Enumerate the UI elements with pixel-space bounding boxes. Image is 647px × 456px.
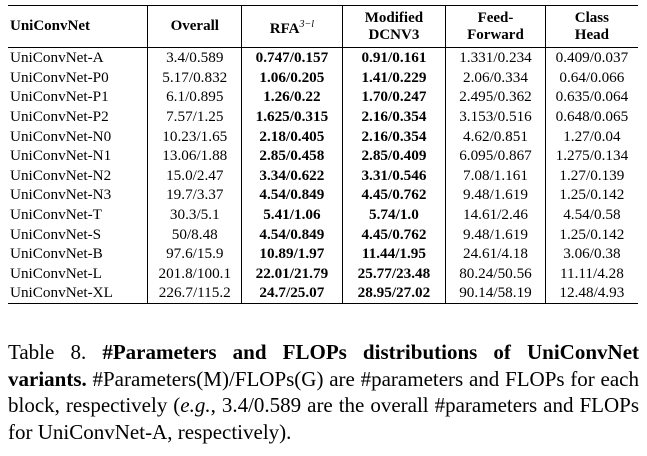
- model-name-cell: UniConvNet-P2: [8, 107, 148, 127]
- column-header: [446, 6, 546, 48]
- model-name-cell: UniConvNet-N1: [8, 146, 148, 166]
- value-cell: 1.625/0.315: [242, 107, 343, 127]
- value-cell: 1.26/0.22: [242, 87, 343, 107]
- value-cell: 80.24/50.56: [446, 264, 546, 284]
- value-cell: 226.7/115.2: [148, 283, 242, 303]
- model-name-cell: UniConvNet-N0: [8, 126, 148, 146]
- model-name-cell: UniConvNet-P1: [8, 87, 148, 107]
- table-row: [8, 126, 638, 146]
- value-cell: 0.64/0.066: [559, 68, 625, 86]
- value-cell: 50/8.48: [148, 224, 242, 244]
- value-cell: 5.17/0.832: [148, 68, 242, 88]
- value-cell: 4.54/0.849: [242, 224, 343, 244]
- value-cell: 90.14/58.19: [446, 283, 546, 303]
- value-cell: 6.1/0.895: [148, 87, 242, 107]
- value-cell: 1.70/0.247: [342, 87, 446, 107]
- value-cell: 4.54/0.849: [242, 185, 343, 205]
- value-cell: 14.61/2.46: [446, 205, 546, 225]
- model-name-cell: UniConvNet-XL: [8, 283, 148, 303]
- value-cell: 15.0/2.47: [148, 166, 242, 186]
- value-cell: 9.48/1.619: [446, 185, 546, 205]
- table-row: [8, 166, 638, 186]
- column-header-line1: Modified: [364, 9, 424, 26]
- model-name-cell: UniConvNet-T: [8, 205, 148, 225]
- column-header-line2: Head: [574, 26, 609, 43]
- table-row: [8, 283, 638, 303]
- value-cell: 19.7/3.37: [148, 185, 242, 205]
- value-cell: 201.8/100.1: [148, 264, 242, 284]
- value-cell: 11.11/4.28: [559, 264, 624, 282]
- value-cell: 0.91/0.161: [342, 48, 446, 68]
- value-cell: 4.45/0.762: [342, 224, 446, 244]
- model-name-cell: UniConvNet-L: [8, 264, 148, 284]
- value-cell: 3.31/0.546: [342, 166, 446, 186]
- table-row: [8, 185, 638, 205]
- table-row: [8, 68, 638, 88]
- parameters-flops-table: [8, 5, 638, 304]
- value-cell: 25.77/23.48: [342, 264, 446, 284]
- value-cell: 7.57/1.25: [148, 107, 242, 127]
- value-cell: 3.4/0.589: [148, 48, 242, 68]
- column-header: [8, 6, 148, 48]
- value-cell: 2.16/0.354: [342, 107, 446, 127]
- column-header-line1: Feed-: [477, 9, 514, 26]
- value-cell: 7.08/1.161: [446, 166, 546, 186]
- caption-text-1: #Parameters(M)/FLOPs(G) are #parameters and FLOPs for each block, respectively (: [8, 366, 639, 417]
- value-cell: 2.495/0.362: [446, 87, 546, 107]
- value-cell: 1.06/0.205: [242, 68, 343, 88]
- column-header: [242, 6, 343, 48]
- value-cell: 24.7/25.07: [242, 283, 343, 303]
- value-cell: 12.48/4.93: [545, 283, 638, 303]
- value-cell: 1.331/0.234: [446, 48, 546, 68]
- value-cell: 10.89/1.97: [242, 244, 343, 264]
- caption-text-2: , 3.4/0.589 are the overall #parameters and FLOPs for UniConvNet-A, respectively).: [8, 393, 639, 444]
- value-cell: 24.61/4.18: [446, 244, 546, 264]
- value-cell: 0.635/0.064: [555, 88, 629, 106]
- value-cell: 2.85/0.458: [242, 146, 343, 166]
- table-row: [8, 205, 638, 225]
- caption-title: #Parameters and FLOPs distributions of UniConvNet variants.: [8, 340, 640, 391]
- column-header: [148, 6, 242, 48]
- value-cell: 3.06/0.38: [563, 245, 621, 263]
- table-row: [8, 264, 638, 284]
- table-row: [8, 244, 638, 264]
- value-cell: 0.747/0.157: [242, 48, 343, 68]
- value-cell: 2.18/0.405: [242, 126, 343, 146]
- value-cell: 1.27/0.04: [563, 127, 621, 145]
- value-cell: 9.48/1.619: [446, 224, 546, 244]
- value-cell: 4.62/0.851: [446, 126, 546, 146]
- value-cell: 11.44/1.95: [342, 244, 446, 264]
- model-name-cell: UniConvNet-N2: [8, 166, 148, 186]
- table-row: [8, 107, 638, 127]
- table-row: [8, 146, 638, 166]
- value-cell: 3.153/0.516: [446, 107, 546, 127]
- table-caption: [8, 339, 639, 445]
- column-header-superscript: 3−l: [299, 18, 315, 30]
- value-cell: 1.41/0.229: [342, 68, 446, 88]
- table-row: [8, 224, 638, 244]
- value-cell: 2.06/0.334: [446, 68, 546, 88]
- value-cell: 0.409/0.037: [555, 49, 629, 67]
- table-header-row: [8, 6, 638, 48]
- value-cell: 13.06/1.88: [148, 146, 242, 166]
- column-header-line2: DCNV3: [368, 26, 420, 43]
- value-cell: 5.41/1.06: [242, 205, 343, 225]
- model-name-cell: UniConvNet-S: [8, 224, 148, 244]
- column-header: [545, 6, 638, 48]
- value-cell: 2.85/0.409: [342, 146, 446, 166]
- column-header-line1: UniConvNet: [10, 18, 91, 34]
- value-cell: 30.3/5.1: [148, 205, 242, 225]
- caption-label: Table 8.: [8, 340, 87, 364]
- column-header-line1: RFA: [269, 20, 300, 37]
- column-header: [342, 6, 446, 48]
- model-name-cell: UniConvNet-P0: [8, 68, 148, 88]
- value-cell: 1.25/0.142: [559, 225, 625, 243]
- column-header-line1: Overall: [170, 18, 219, 34]
- value-cell: 22.01/21.79: [242, 264, 343, 284]
- value-cell: 4.45/0.762: [342, 185, 446, 205]
- table-row: [8, 48, 638, 68]
- value-cell: 3.34/0.622: [242, 166, 343, 186]
- value-cell: 0.648/0.065: [555, 108, 629, 126]
- model-name-cell: UniConvNet-A: [8, 48, 148, 68]
- table-row: [8, 87, 638, 107]
- column-header-line1: Class: [574, 9, 609, 26]
- caption-eg: e.g.: [180, 393, 211, 417]
- table-body: [8, 48, 638, 304]
- value-cell: 1.275/0.134: [555, 147, 629, 165]
- value-cell: 28.95/27.02: [342, 283, 446, 303]
- value-cell: 97.6/15.9: [148, 244, 242, 264]
- value-cell: 2.16/0.354: [342, 126, 446, 146]
- model-name-cell: UniConvNet-N3: [8, 185, 148, 205]
- value-cell: 6.095/0.867: [446, 146, 546, 166]
- column-header-line2: Forward: [467, 26, 524, 43]
- value-cell: 10.23/1.65: [148, 126, 242, 146]
- value-cell: 1.27/0.139: [559, 166, 625, 184]
- model-name-cell: UniConvNet-B: [8, 244, 148, 264]
- value-cell: 1.25/0.142: [559, 186, 625, 204]
- value-cell: 5.74/1.0: [342, 205, 446, 225]
- value-cell: 4.54/0.58: [563, 206, 621, 224]
